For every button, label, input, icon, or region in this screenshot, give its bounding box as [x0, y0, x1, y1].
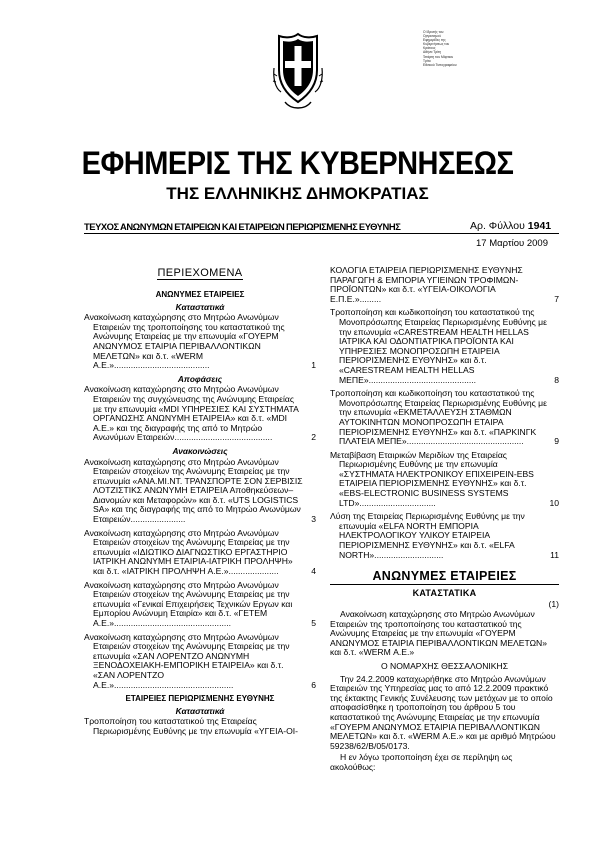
toc-heading: ΠΕΡΙΕΧΟΜΕΝΑ	[157, 267, 243, 279]
toc-entry-8: Τροποποίηση και κωδικοποίηση του καταστατικού της Μονοπρόσωπης Εταιρείας Περιωρισμένης Ευθύνης με την επωνυμία «CARESTREAM HEALTH HELLAS ΙΑΤΡΙΚΑ ΚΑΙ ΟΔΟΝΤΙΑΤΡΙΚΑ ΠΡΟΪΟΝΤΑ ΚΑΙ ΥΠΗΡΕΣΙΕΣ ΜΟΝΟΠΡΟΣΩΠΗ ΕΤΑΙΡΕΙΑ ΠΕΡΙΟΡΙΣΜΕΝΗΣ ΕΥΘΥΝΗΣ» και δ.τ. «CARESTREAM HEALTH HELLAS ΜΕΠΕ»............................................. 8	[330, 307, 559, 385]
body-paragraph-2: Η εν λόγω τροποποίηση έχει σε περίληψη ως ακολούθως:	[330, 752, 513, 772]
toc-sub-katastatika: Καταστατικά	[175, 301, 225, 312]
toc-entry-11: Λύση της Εταιρείας Περιωρισμένης Ευθύνης με την επωνυμία «ELFA NORTH ΕΜΠΟΡΙΑ ΗΛΕΚΤΡΟΛΟΓΙΚΟΥ ΥΛΙΚΟΥ ΕΤΑΙΡΕΙΑ ΠΕΡΙΟΡΙΣΜΕΝΗΣ ΕΥΘΥΝΗΣ» και δ.τ. «ELFA NORTH»............................. 11	[330, 511, 559, 560]
toc-sub-anakoinoseis: Ανακοινώσεις	[172, 445, 228, 456]
item-number: (1)	[548, 599, 559, 610]
toc-entry-7-start: Τροποποίηση του καταστατικού της Εταιρείας Περιωρισμένης Ευθύνης με την επωνυμία «ΥΓΕΙΑ-ΟΙ-	[84, 716, 299, 736]
body-paragraph-1: Την 24.2.2009 καταχωρήθηκε στο Μητρώο Ανωνύμων Εταιρειών της Υπηρεσίας μας το από 12.2.2009 πρακτικό της έκτακτης Γενικής Συνέλευσης των μετόχων με το οποίο αποφασίσθηκε η τροποποίηση του άρθρου 5 του καταστατικού της Ανώνυμης Εταιρείας με την επωνυμία «ΓΟΥΕΡΜ ΑΝΩΝΥΜΟΣ ΕΤΑΙΡΙΑ ΠΕΡΙΒΑΛΛΟΝΤΙΚΩΝ ΜΕΛΕΤΩΝ» και δ.τ. «WERM Α.Ε.» και με αριθμό Μητρώου 59238/62/Β/05/0173.	[330, 673, 556, 751]
gazette-title: ΕΦΗΜΕΡΙΣ ΤΗΣ ΚΥΒΕΡΝΗΣΕΩΣ	[81, 146, 514, 182]
toc-page-6: 6	[311, 679, 316, 690]
toc-page-9: 9	[554, 436, 559, 447]
toc-page-8: 8	[554, 374, 559, 385]
toc-sub-katastatika-epe: Καταστατικά	[175, 705, 225, 716]
toc-entry-5: Ανακοίνωση καταχώρησης στο Μητρώο Ανωνύμων Εταιρειών στοιχείων της Ανώνυμης Εταιρείας με την επωνυμία «Γενικαί Επιχειρήσεις Τεχνικών Εργων και Εμπορίου Ανώνυμη Εταιρία» και δ.τ. «ΓΕΤΕΜ Α.Ε.»................................................. 5	[84, 579, 316, 628]
toc-entry-7: ΚΟΛΟΓΙΑ ΕΤΑΙΡΕΙΑ ΠΕΡΙΩΡΙΣΜΕΝΗΣ ΕΥΘΥΝΗΣ ΠΑΡΑΓΩΓΗ & ΕΜΠΟΡΙΑ ΥΓΙΕΙΝΩΝ ΤΡΟΦΙΜΩΝ-ΠΡΟΪΟΝΤΩΝ» και δ.τ. «ΥΓΕΙΑ-ΟΙΚΟΛΟΓΙΑ Ε.Π.Ε.»......... 7	[330, 265, 559, 304]
header-rule	[84, 233, 559, 234]
toc-page-1: 1	[311, 360, 316, 371]
body-section-title: ΑΝΩΝΥΜΕΣ ΕΤΑΙΡΕΙΕΣ	[372, 569, 517, 584]
publisher-note: Ο Ιδρυτής του Οργανισμού Εφημερίδες της Κυβερνήσεως του Κράτους Αθήνα Τρίτη Τετάρτη του Μάρτιου Τρίτο Εθνικού Τυπογραφείου	[423, 30, 457, 67]
coat-of-arms-emblem	[271, 30, 325, 116]
toc-entry-10: Μεταβίβαση Εταιρικών Μεριδίων της Εταιρείας Περιωρισμένης Ευθύνης με την επωνυμία «ΣΥΣΤΗΜΑΤΑ ΗΛΕΚΤΡΟΝΙΚΟΥ ΕΠΙΧΕΙΡΕΙΝ-EBS ΕΤΑΙΡΕΙΑ ΠΕΡΙΟΡΙΣΜΕΝΗΣ ΕΥΘΥΝΗΣ» και δ.τ. «EBS-ELECTRONIC BUSINESS SYSTEMS LTD»................................ 10	[330, 449, 559, 508]
toc-page-11: 11	[550, 549, 559, 560]
issue-date: 17 Μαρτίου 2009	[476, 238, 548, 249]
item-intro: Ανακοίνωση καταχώρησης στο Μητρώο Ανωνύμων Εταιρειών της τροποποίησης του καταστατικού της Ανώνυμης Εταιρείας με την επωνυμία «ΓΟΥΕΡΜ ΑΝΩΝΥΜΟΣ ΕΤΑΙΡΙΑ ΠΕΡΙΒΑΛΛΟΝΤΙΚΩΝ ΜΕΛΕΤΩΝ» και δ.τ. «WERM Α.Ε.»	[330, 609, 548, 658]
toc-page-5: 5	[311, 618, 316, 628]
issue-type: ΤΕΥΧΟΣ ΑΝΩΝΥΜΩΝ ΕΤΑΙΡΕΙΩΝ ΚΑΙ ΕΤΑΙΡΕΙΩΝ ΠΕΡΙΩΡΙΣΜΕΝΗΣ ΕΥΘΥΝΗΣ	[84, 221, 401, 232]
section-rule	[330, 584, 559, 585]
toc-sub-apofaseis: Αποφάσεις	[177, 373, 223, 384]
toc-entry-3: Ανακοίνωση καταχώρησης στο Μητρώο Ανωνύμων Εταιρειών στοιχείων της Ανώνυμης Εταιρείας με την επωνυμία «ΑΝΑ.ΜΙ.ΝΤ. ΤΡΑΝΣΠΟΡΤΕ ΣΟΝ ΣΕΡΒΙΣΙΣ ΛΟΤΖΙΣΤΙΚΣ ΑΝΩΝΥΜΗ ΕΤΑΙΡΕΙΑ Αποθηκεύσεων–Διανομών και Μεταφορών» και δ.τ. «UTS LOGISTICS SA» και της διαγραφής της από το Μητρώο Ανωνύμων Εταιρειών....................... 3	[84, 456, 316, 525]
toc-entry-4: Ανακοίνωση καταχώρησης στο Μητρώο Ανωνύμων Εταιρειών στοιχείων της Ανώνυμης Εταιρείας με την επωνυμία «ΙΔΙΩΤΙΚΟ ΔΙΑΓΝΩΣΤΙΚΟ ΕΡΓΑΣΤΗΡΙΟ ΙΑΤΡΙΚΗ ΑΝΩΝΥΜΗ ΕΤΑΙΡΙΑ-ΙΑΤΡΙΚΗ ΠΡΟΛΗΨΗ» και δ.τ. «ΙΑΤΡΙΚΗ ΠΡΟΛΗΨΗ Α.Ε.»..................... 4	[84, 527, 316, 577]
toc-page-7: 7	[554, 293, 559, 304]
prefect-heading: Ο ΝΟΜΑΡΧΗΣ ΘΕΣΣΑΛΟΝΙΚΗΣ	[380, 660, 509, 671]
toc-page-3: 3	[311, 514, 316, 525]
body-subsection: ΚΑΤΑΣΤΑΤΙΚΑ	[412, 587, 477, 598]
sheet-label: Αρ. Φύλλου	[470, 220, 525, 232]
sheet-number-label	[470, 220, 551, 232]
sheet-number: 1941	[527, 220, 552, 232]
toc-section-epe: ΕΤΑΙΡΕΙΕΣ ΠΕΡΙΩΡΙΣΜΕΝΗΣ ΕΥΘΥΝΗΣ	[125, 694, 275, 704]
right-column	[330, 266, 559, 773]
toc-column	[84, 267, 316, 741]
toc-entry-9: Τροποποίηση και κωδικοποίηση του καταστατικού της Μονοπρόσωπης Εταιρείας Περιωρισμένης Ευθύνης με την επωνυμία «ΕΚΜΕΤΑΛΛΕΥΣΗ ΣΤΑΘΜΩΝ ΑΥΤΟΚΙΝΗΤΩΝ ΜΟΝΟΠΡΟΣΩΠΗ ΕΤΑΙΡΑ ΠΕΡΙΟΡΙΣΜΕΝΗΣ ΕΥΘΥΝΗΣ» και δ.τ. «ΠΑΡΚΙΝΓΚ ΠΛΑΤΕΙΑ ΜΕΠΕ»................................................. 9	[330, 388, 559, 447]
toc-entry-2: Ανακοίνωση καταχώρησης στο Μητρώο Ανωνύμων Εταιρειών της συγχώνευσης της Ανώνυμης Εταιρείας με την επωνυμία «ΜDI ΥΠΗΡΕΣΙΕΣ ΚΑΙ ΣΥΣΤΗΜΑΤΑ ΟΡΓΑΝΩΣΗΣ ΑΝΩΝΥΜΗ ΕΤΑΙΡΕΙΑ» και δ.τ. «ΜDI Α.Ε.» και της διαγραφής της από το Μητρώο Ανωνύμων Εταιρειών......................................... 2	[84, 384, 316, 443]
toc-entry-6: Ανακοίνωση καταχώρησης στο Μητρώο Ανωνύμων Εταιρειών στοιχείων της Ανώνυμης Εταιρείας με την επωνυμία «ΣΑΝ ΛΟΡΕΝΤΖΟ ΑΝΩΝΥΜΗ ΞΕΝΟΔΟΧΕΙΑΚΗ-ΕΜΠΟΡΙΚΗ ΕΤΑΙΡΕΙΑ» και δ.τ. «ΣΑΝ ΛΟΡΕΝΤΖΟ Α.Ε.».................................................. 6	[84, 631, 316, 690]
toc-page-4: 4	[311, 566, 316, 577]
toc-entry-1: Ανακοίνωση καταχώρησης στο Μητρώο Ανωνύμων Εταιρειών της τροποποίησης του καταστατικού της Ανώνυμης Εταιρείας με την επωνυμία «ΓΟΥΕΡΜ ΑΝΩΝΥΜΟΣ ΕΤΑΙΡΙΑ ΠΕΡΙΒΑΛΛΟΝΤΙΚΩΝ ΜΕΛΕΤΩΝ» και δ.τ. «WERM Α.Ε.»........................................ 1	[84, 312, 316, 371]
gazette-subtitle: ΤΗΣ ΕΛΛΗΝΙΚΗΣ ΔΗΜΟΚΡΑΤΙΑΣ	[166, 184, 429, 203]
toc-page-10: 10	[549, 497, 559, 508]
toc-page-2: 2	[311, 432, 316, 443]
toc-section-ae: ΑΝΩΝΥΜΕΣ ΕΤΑΙΡΕΙΕΣ	[155, 290, 245, 299]
